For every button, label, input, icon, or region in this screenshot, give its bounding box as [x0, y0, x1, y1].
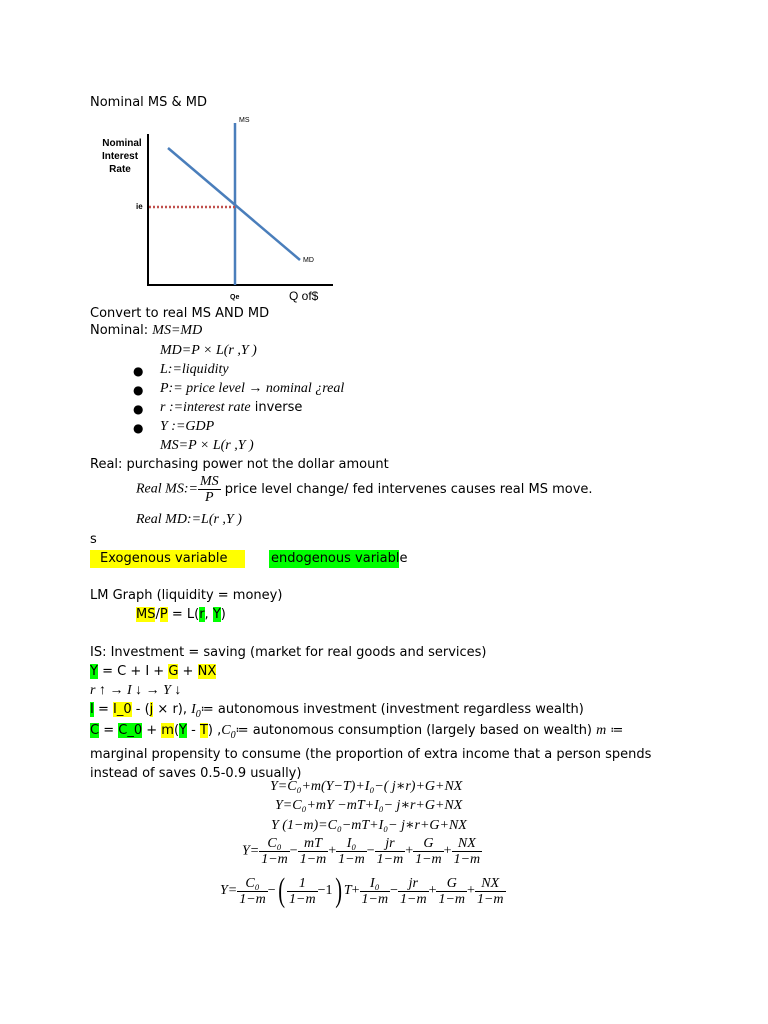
con-plus: +: [142, 723, 162, 738]
bullet-2-math: P:= price level → nominal ¿real: [160, 381, 345, 396]
bullet-3-tail: inverse: [250, 400, 303, 415]
eq5-d3: 1−m: [361, 891, 389, 907]
eq-ms-md: MS=MD: [152, 323, 203, 338]
stray-s: s: [90, 532, 97, 547]
real-line: Real: purchasing power not the dollar amount: [90, 457, 389, 472]
legend-exogenous-label: Exogenous variable: [100, 551, 228, 566]
investment-line: [90, 702, 584, 723]
con-c: C: [90, 723, 100, 738]
eq5-d5: 1−m: [438, 891, 466, 907]
eq5-op1: −: [267, 883, 276, 898]
inv-i0-math: $I_0$: [191, 702, 201, 720]
con-eq: =: [99, 723, 119, 738]
bullet-2: [160, 381, 344, 397]
real-ms-row: [136, 474, 593, 505]
is-y: Y: [90, 664, 98, 679]
eq5-op5: +: [467, 883, 475, 898]
con-m-def: ≔ marginal propensity to consume (the proportion of extra income that a person spends instead of saves 0.5-0.9 usually): [90, 723, 652, 781]
eq-4: [242, 836, 482, 867]
md-label: MD: [303, 257, 314, 264]
is-title: IS: Investment = saving (market for real goods and services): [90, 645, 487, 660]
eq5-paren-open: (: [277, 872, 285, 909]
lm-title: LM Graph (liquidity = money): [90, 588, 283, 603]
eq4-n5: G: [413, 836, 444, 852]
ms-md-graph: [88, 108, 340, 308]
con-c0: C_0: [118, 723, 143, 738]
eq5-frac-1: [237, 876, 268, 907]
eq5-d2: 1−m: [289, 891, 316, 907]
is-plus: +: [178, 664, 198, 679]
inv-eq: =: [93, 702, 114, 717]
inv-i: I: [90, 702, 94, 717]
inv-def: ≔ autonomous investment (investment regardless wealth): [200, 702, 584, 717]
is-nx: NX: [197, 664, 217, 679]
eq5-frac-6: [475, 876, 506, 907]
eq4-d3: 1−m: [338, 852, 365, 867]
eq4-frac-2: [298, 836, 329, 867]
eq4-d5: 1−m: [415, 852, 442, 867]
con-minus: -: [186, 723, 200, 738]
eq4-frac-3: [336, 836, 367, 867]
lm-mid: = L(: [167, 607, 200, 622]
eq-1: Y=C₀+m(Y−T)+I₀−( j∗r)+G+NX: [270, 779, 463, 794]
eq4-d2: 1−m: [299, 852, 327, 867]
eq-5: [220, 874, 506, 908]
ms-md-graph-svg: [88, 108, 340, 308]
eq5-n6: NX: [475, 876, 506, 892]
lm-p: P: [159, 607, 168, 622]
con-m: m: [161, 723, 174, 738]
con-open: (: [173, 723, 180, 738]
eq-ms: MS=P × L(r ,Y ): [160, 438, 254, 453]
con-sep: ,: [212, 723, 222, 738]
eq4-d6: 1−m: [453, 852, 481, 867]
legend-endogenous: [269, 550, 408, 568]
con-close: ): [207, 723, 213, 738]
qe-label: Qe: [230, 294, 240, 301]
con-c0-def: ≔ autonomous consumption (largely based on wealth): [235, 723, 593, 738]
eq5-n1: C₀: [237, 876, 268, 892]
consumption-paragraph: [90, 721, 680, 783]
bullet-1-math: L:=liquidity: [160, 362, 229, 377]
heading-nominal: Nominal MS & MD: [90, 95, 207, 110]
eq-md: MD=P × L(r ,Y ): [160, 343, 257, 358]
eq5-op2: +: [351, 883, 360, 898]
real-ms-num: MS: [199, 474, 219, 489]
bullet-dot-2: ●: [133, 383, 144, 397]
con-m-math: m: [596, 723, 607, 738]
eq5-n2: 1: [287, 876, 318, 892]
real-md: Real MD:=L(r ,Y ): [136, 512, 242, 527]
lm-r: r: [199, 607, 205, 622]
eq5-paren-close: ): [334, 872, 342, 909]
lm-close: ): [220, 607, 226, 622]
ie-label: ie: [136, 202, 143, 211]
real-ms-prefix: Real MS:=: [136, 481, 198, 497]
bullet-dot-4: ●: [133, 421, 144, 435]
legend-exogenous: [90, 550, 245, 568]
eq5-frac-4: [398, 876, 429, 907]
eq5-frac-5: [436, 876, 467, 907]
eq4-op4: +: [405, 843, 414, 859]
bullet-1: [160, 362, 229, 378]
is-mid: = C + I +: [97, 664, 169, 679]
bullet-dot-1: ●: [133, 364, 144, 378]
arrow-line: r ↑ → I ↓ → Y ↓: [90, 683, 182, 698]
eq4-frac-5: [413, 836, 444, 867]
eq-3: Y (1−m)=C₀−mT+I₀− j∗r+G+NX: [271, 818, 467, 833]
bullet-4: [160, 419, 214, 435]
lm-comma: ,: [204, 607, 213, 622]
eq4-n2: mT: [298, 836, 329, 852]
eq5-n4: jr: [398, 876, 429, 892]
eq5-op4: +: [428, 883, 437, 898]
eq5-d6: 1−m: [476, 891, 504, 907]
eq5-d1: 1−m: [239, 891, 266, 907]
con-c0-math: $C_0$: [221, 723, 236, 741]
nominal-line: [90, 323, 202, 339]
eq4-n3: I₀: [336, 836, 367, 852]
y-axis-label-2: Interest: [101, 151, 139, 162]
lm-slash: /: [155, 607, 160, 622]
eq4-n4: jr: [375, 836, 406, 852]
real-ms-note: price level change/ fed intervenes causes real MS move.: [224, 482, 593, 497]
inv-tail: × r),: [153, 702, 192, 717]
eq4-n6: NX: [452, 836, 483, 852]
y-axis-label-1: Nominal: [102, 138, 142, 149]
eq4-op5: +: [443, 843, 452, 859]
inv-j: j: [149, 702, 154, 717]
eq5-frac-2: [287, 876, 318, 907]
eq-2: Y=C₀+mY −mT+I₀− j∗r+G+NX: [275, 798, 463, 813]
lm-ms: MS: [136, 607, 156, 622]
inv-i0: I_0: [113, 702, 132, 717]
eq4-op3: −: [366, 843, 375, 859]
inv-i0-base: I: [191, 702, 196, 717]
y-axis-label-3: Rate: [109, 164, 131, 175]
eq4-d4: 1−m: [376, 852, 404, 867]
is-equation: [90, 664, 216, 680]
eq4-frac-4: [375, 836, 406, 867]
real-ms-den: P: [204, 490, 214, 505]
bullet-3-math: r :=interest rate: [160, 400, 251, 415]
bullet-3: [160, 400, 302, 416]
eq4-frac-6: [452, 836, 483, 867]
eq5-d4: 1−m: [400, 891, 427, 907]
eq5-op3: −: [390, 883, 398, 898]
inv-mid: - (: [131, 702, 150, 717]
bullet-dot-3: ●: [133, 402, 144, 416]
ms-label: MS: [239, 117, 250, 124]
eq5-frac-3: [360, 876, 391, 907]
convert-line: Convert to real MS AND MD: [90, 306, 270, 321]
nominal-label: Nominal:: [90, 323, 149, 338]
lm-equation: [136, 607, 226, 623]
con-t: T: [199, 723, 208, 738]
eq5-lhs: Y=: [220, 883, 238, 898]
eq4-lhs: Y=: [242, 843, 260, 859]
eq4-n1: C₀: [259, 836, 290, 852]
eq4-op2: +: [328, 843, 337, 859]
con-y: Y: [179, 723, 187, 738]
eq5-t: T: [343, 883, 352, 898]
eq4-d1: 1−m: [261, 852, 288, 867]
eq4-frac-1: [259, 836, 290, 867]
bullet-4-math: Y :=GDP: [160, 419, 215, 434]
is-g: G: [168, 664, 179, 679]
legend-endogenous-label: endogenous variable: [271, 551, 408, 566]
eq5-n3: I₀: [360, 876, 391, 892]
eq4-op1: −: [289, 843, 298, 859]
lm-y: Y: [212, 607, 221, 622]
x-axis-label: Q of$: [289, 289, 319, 303]
eq5-n5: G: [436, 876, 467, 892]
real-ms-fraction: [198, 474, 221, 505]
eq5-minus1: −1: [317, 883, 333, 898]
